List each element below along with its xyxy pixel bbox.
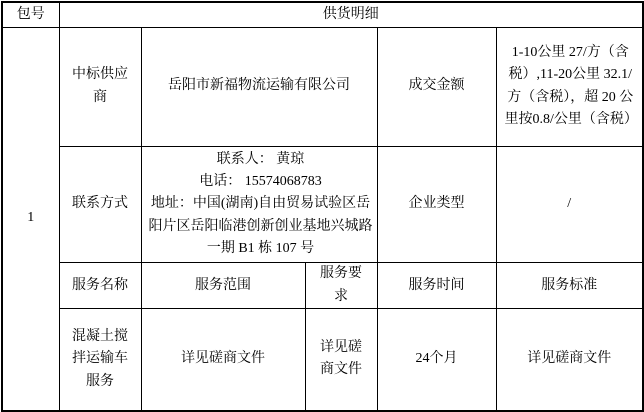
service-time-value: 24个月 bbox=[377, 309, 496, 411]
winning-supplier-label: 中标供应商 bbox=[59, 27, 141, 146]
service-requirement-value: 详见磋商文件 bbox=[305, 309, 377, 411]
service-scope-value: 详见磋商文件 bbox=[141, 309, 305, 411]
service-requirement-header: 服务要求 bbox=[305, 263, 377, 309]
package-number-value: 1 bbox=[2, 27, 59, 411]
contact-person-line: 联系人： 黄琼 bbox=[216, 151, 305, 167]
supply-details-table bbox=[1, 1, 644, 412]
enterprise-type-value: / bbox=[496, 146, 643, 263]
contact-phone-line: 电话： 15574068783 bbox=[199, 173, 322, 189]
contact-address-line: 地址：中国(湖南)自由贸易试验区岳阳片区岳阳临港创新创业基地兴城路一期 B1 栋 107 号 bbox=[148, 196, 373, 257]
contact-info-value bbox=[141, 146, 377, 263]
contact-info-label: 联系方式 bbox=[59, 146, 141, 263]
enterprise-type-label: 企业类型 bbox=[377, 146, 496, 263]
transaction-amount-label: 成交金额 bbox=[377, 27, 496, 146]
service-scope-header: 服务范围 bbox=[141, 263, 305, 309]
service-standard-value: 详见磋商文件 bbox=[496, 309, 643, 411]
service-name-header: 服务名称 bbox=[59, 263, 141, 309]
winning-supplier-value: 岳阳市新福物流运输有限公司 bbox=[141, 27, 377, 146]
package-number-header: 包号 bbox=[2, 2, 59, 27]
table-title: 供货明细 bbox=[59, 2, 643, 27]
service-standard-header: 服务标准 bbox=[496, 263, 643, 309]
service-name-value: 混凝土搅拌运输车服务 bbox=[59, 309, 141, 411]
transaction-amount-value: 1-10公里 27/方（含税）,11-20公里 32.1/方（含税），超 20 公里按0.8/公里（含税） bbox=[496, 27, 643, 146]
service-time-header: 服务时间 bbox=[377, 263, 496, 309]
